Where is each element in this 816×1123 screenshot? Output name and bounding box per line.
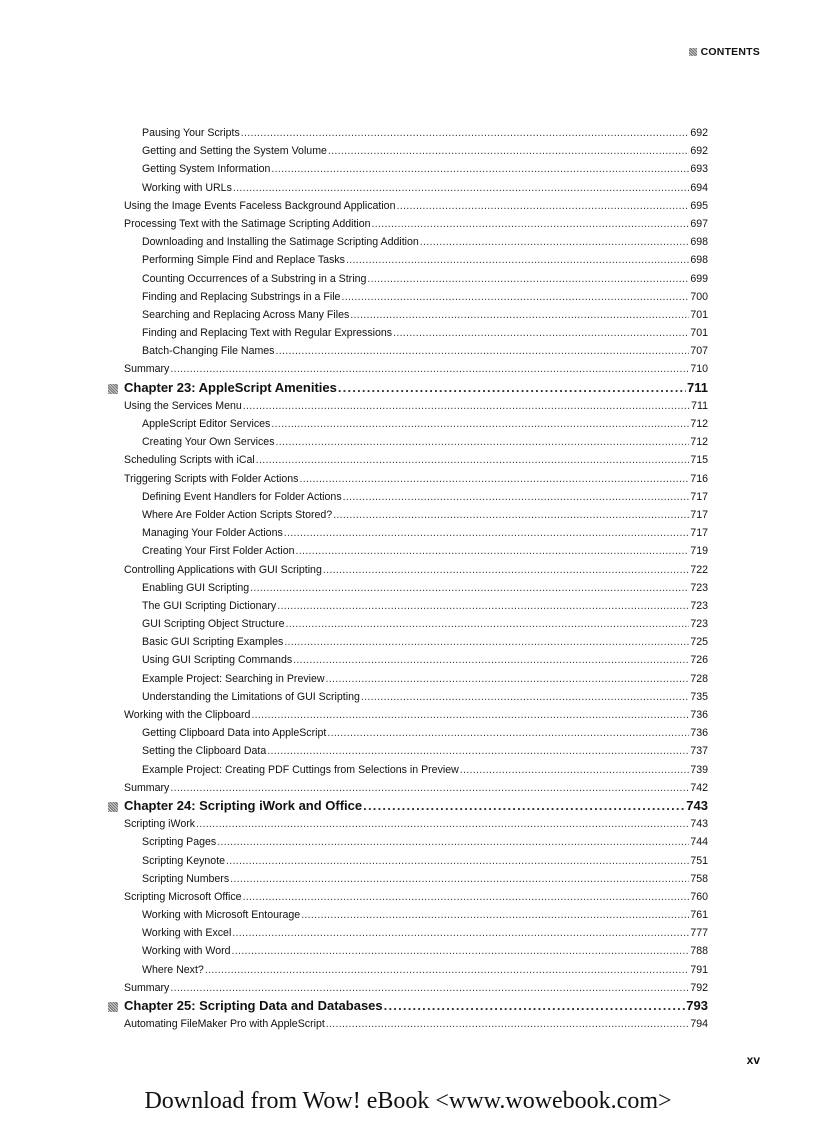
toc-entry[interactable] [124, 342, 708, 360]
entry-page-number: 736 [690, 727, 708, 740]
toc-entry[interactable] [124, 942, 708, 960]
entry-page-number: 711 [691, 399, 708, 412]
entry-page-number: 717 [690, 508, 708, 521]
entry-page-number: 761 [690, 909, 708, 922]
toc-entry[interactable] [124, 524, 708, 542]
dot-leader [170, 979, 689, 997]
entry-page-number: 693 [690, 163, 708, 176]
dot-leader [367, 270, 689, 288]
chapter-square-icon [108, 384, 118, 394]
entry-title: Managing Your Folder Actions [142, 527, 283, 540]
toc-entry[interactable] [124, 561, 708, 579]
entry-page-number: 701 [690, 308, 708, 321]
entry-title: Defining Event Handlers for Folder Actions [142, 490, 342, 503]
toc-entry[interactable] [124, 888, 708, 906]
dot-leader [460, 761, 690, 779]
entry-title: Triggering Scripts with Folder Actions [124, 472, 299, 485]
dot-leader [328, 142, 689, 160]
toc-entry[interactable] [124, 724, 708, 742]
entry-page-number: 710 [690, 363, 708, 376]
entry-title: Creating Your Own Services [142, 436, 275, 449]
dot-leader [384, 997, 686, 1015]
entry-page-number: 791 [690, 963, 708, 976]
dot-leader [205, 961, 689, 979]
dot-leader [299, 470, 689, 488]
entry-page-number: 723 [690, 618, 708, 631]
table-of-contents [124, 124, 708, 1033]
dot-leader [284, 524, 690, 542]
entry-page-number: 692 [690, 127, 708, 139]
entry-title: Setting the Clipboard Data [142, 745, 267, 758]
chapter-square-icon [108, 802, 118, 812]
entry-title: Pausing Your Scripts [142, 127, 240, 139]
toc-entry[interactable] [124, 706, 708, 724]
dot-leader [170, 779, 689, 797]
toc-entry[interactable] [124, 815, 708, 833]
entry-page-number: 744 [690, 836, 708, 849]
entry-page-number: 737 [690, 745, 708, 758]
entry-title: Scheduling Scripts with iCal [124, 454, 255, 467]
toc-entry[interactable] [124, 852, 708, 870]
entry-page-number: 792 [690, 981, 708, 994]
entry-page-number: 694 [690, 181, 708, 194]
dot-leader [232, 924, 689, 942]
entry-title: Enabling GUI Scripting [142, 581, 250, 594]
entry-page-number: 742 [690, 781, 708, 794]
entry-title: Controlling Applications with GUI Scripting [124, 563, 322, 576]
dot-leader [226, 852, 689, 870]
dot-leader [217, 833, 689, 851]
toc-entry[interactable] [124, 597, 708, 615]
dot-leader [301, 906, 689, 924]
chapter-entry[interactable] [124, 379, 708, 397]
entry-page-number: 712 [690, 436, 708, 449]
toc-entry[interactable] [124, 360, 708, 378]
toc-entry[interactable] [124, 270, 708, 288]
header-title: CONTENTS [700, 46, 760, 58]
entry-title: AppleScript Editor Services [142, 418, 271, 430]
dot-leader [350, 306, 689, 324]
entry-page-number: 719 [690, 545, 708, 558]
entry-page-number: 715 [690, 454, 708, 467]
toc-entry[interactable] [124, 670, 708, 688]
entry-page-number: 717 [690, 490, 708, 503]
toc-entry[interactable] [124, 615, 708, 633]
entry-page-number: 723 [690, 581, 708, 594]
dot-leader [333, 506, 689, 524]
entry-title: Working with the Clipboard [124, 709, 251, 721]
entry-page-number: 697 [690, 217, 708, 230]
entry-page-number: 788 [690, 945, 708, 958]
toc-entry[interactable] [124, 233, 708, 251]
toc-entry[interactable] [124, 215, 708, 233]
entry-title: Getting System Information [142, 163, 271, 176]
entry-page-number: 698 [690, 236, 708, 249]
toc-entry[interactable] [124, 688, 708, 706]
entry-title: Automating FileMaker Pro with AppleScript [124, 1018, 325, 1031]
running-header [689, 46, 760, 58]
dot-leader [338, 379, 686, 397]
toc-entry[interactable] [124, 779, 708, 797]
toc-entry[interactable] [124, 633, 708, 651]
entry-page-number: 692 [690, 145, 708, 158]
toc-entry[interactable] [124, 761, 708, 779]
dot-leader [250, 579, 689, 597]
entry-page-number: 712 [690, 418, 708, 430]
header-square-icon [689, 48, 697, 56]
dot-leader [276, 433, 690, 451]
dot-leader [271, 160, 689, 178]
entry-title: Downloading and Installing the Satimage Scripting Addition [142, 236, 419, 249]
toc-entry[interactable] [124, 579, 708, 597]
entry-title: Working with Word [142, 945, 231, 958]
entry-title: Scripting Numbers [142, 872, 230, 885]
entry-page-number: 743 [686, 797, 708, 813]
entry-title: Scripting Keynote [142, 854, 226, 867]
toc-entry[interactable] [124, 906, 708, 924]
dot-leader [361, 688, 689, 706]
entry-title: Where Are Folder Action Scripts Stored? [142, 508, 333, 521]
entry-page-number: 793 [686, 998, 708, 1013]
dot-leader [196, 815, 689, 833]
dot-leader [341, 288, 689, 306]
toc-entry[interactable] [124, 1015, 708, 1033]
toc-entry[interactable] [124, 833, 708, 851]
entry-title: Working with Microsoft Entourage [142, 909, 301, 922]
entry-page-number: 707 [690, 345, 708, 358]
toc-entry[interactable] [124, 197, 708, 215]
entry-title: Getting Clipboard Data into AppleScript [142, 727, 327, 740]
entry-page-number: 760 [690, 890, 708, 903]
entry-title: Batch-Changing File Names [142, 345, 275, 358]
dot-leader [363, 797, 685, 815]
dot-leader [326, 1015, 690, 1033]
chapter-square-icon [108, 1002, 118, 1012]
download-footer: Download from Wow! eBook <www.wowebook.com> [144, 1088, 672, 1114]
entry-title: Where Next? [142, 963, 204, 976]
toc-entry[interactable] [124, 742, 708, 760]
chapter-entry[interactable] [124, 797, 708, 815]
entry-page-number: 743 [690, 818, 708, 831]
entry-page-number: 728 [690, 672, 708, 685]
entry-title: Example Project: Searching in Preview [142, 672, 325, 685]
page-number: xv [746, 1053, 760, 1067]
entry-page-number: 739 [690, 763, 708, 776]
toc-entry[interactable] [124, 124, 708, 142]
entry-page-number: 751 [690, 854, 708, 867]
dot-leader [420, 233, 690, 251]
dot-leader [251, 706, 689, 724]
toc-entry[interactable] [124, 160, 708, 178]
toc-entry[interactable] [124, 324, 708, 342]
entry-page-number: 726 [690, 654, 708, 667]
dot-leader [326, 670, 690, 688]
toc-entry[interactable] [124, 506, 708, 524]
entry-page-number: 777 [690, 927, 708, 940]
toc-entry[interactable] [124, 470, 708, 488]
dot-leader [275, 342, 689, 360]
dot-leader [285, 615, 689, 633]
dot-leader [232, 942, 690, 960]
entry-title: Scripting Microsoft Office [124, 890, 242, 903]
entry-title: Processing Text with the Satimage Scripting Addition [124, 217, 371, 230]
entry-title: Summary [124, 363, 170, 376]
entry-title: Chapter 23: AppleScript Amenities [124, 379, 337, 395]
dot-leader [393, 324, 689, 342]
toc-entry[interactable] [124, 415, 708, 433]
entry-title: Summary [124, 781, 170, 794]
dot-leader [271, 415, 689, 433]
toc-entry[interactable] [124, 870, 708, 888]
dot-leader [277, 597, 689, 615]
toc-entry[interactable] [124, 142, 708, 160]
entry-title: Basic GUI Scripting Examples [142, 636, 284, 649]
entry-title: Chapter 24: Scripting iWork and Office [124, 797, 363, 813]
dot-leader [343, 488, 690, 506]
toc-entry[interactable] [124, 651, 708, 669]
entry-page-number: 698 [690, 254, 708, 267]
dot-leader [267, 742, 689, 760]
chapter-entry[interactable] [124, 997, 708, 1015]
entry-title: Summary [124, 981, 170, 994]
entry-title: Scripting iWork [124, 818, 196, 831]
entry-title: GUI Scripting Object Structure [142, 618, 285, 631]
entry-title: Using the Image Events Faceless Background Application [124, 199, 396, 212]
dot-leader [296, 542, 690, 560]
entry-title: Getting and Setting the System Volume [142, 145, 327, 158]
entry-title: Scripting Pages [142, 836, 217, 849]
entry-title: Understanding the Limitations of GUI Scripting [142, 690, 360, 703]
dot-leader [243, 888, 690, 906]
dot-leader [284, 633, 689, 651]
entry-page-number: 794 [690, 1018, 708, 1031]
entry-title: Working with Excel [142, 927, 232, 940]
entry-page-number: 711 [687, 379, 708, 395]
entry-title: Creating Your First Folder Action [142, 545, 295, 558]
entry-title: Example Project: Creating PDF Cuttings from Selections in Preview [142, 763, 459, 776]
dot-leader [233, 179, 689, 197]
entry-title: The GUI Scripting Dictionary [142, 599, 277, 612]
toc-entry[interactable] [124, 288, 708, 306]
toc-entry[interactable] [124, 961, 708, 979]
dot-leader [241, 124, 690, 142]
entry-title: Counting Occurrences of a Substring in a String [142, 272, 367, 285]
toc-entry[interactable] [124, 251, 708, 269]
toc-entry[interactable] [124, 542, 708, 560]
dot-leader [170, 360, 689, 378]
entry-title: Chapter 25: Scripting Data and Databases [124, 998, 383, 1013]
dot-leader [327, 724, 689, 742]
entry-page-number: 699 [690, 272, 708, 285]
entry-page-number: 722 [690, 563, 708, 576]
entry-title: Searching and Replacing Across Many Files [142, 308, 350, 321]
toc-entry[interactable] [124, 179, 708, 197]
toc-entry[interactable] [124, 451, 708, 469]
entry-title: Using GUI Scripting Commands [142, 654, 293, 667]
entry-page-number: 736 [690, 709, 708, 721]
entry-page-number: 735 [690, 690, 708, 703]
entry-title: Using the Services Menu [124, 399, 242, 412]
toc-entry[interactable] [124, 924, 708, 942]
toc-entry[interactable] [124, 397, 708, 415]
entry-title: Finding and Replacing Text with Regular Expressions [142, 327, 393, 340]
toc-entry[interactable] [124, 433, 708, 451]
toc-entry[interactable] [124, 979, 708, 997]
entry-page-number: 700 [690, 290, 708, 303]
entry-page-number: 723 [690, 599, 708, 612]
dot-leader [243, 397, 690, 415]
toc-entry[interactable] [124, 306, 708, 324]
dot-leader [230, 870, 689, 888]
entry-page-number: 717 [690, 527, 708, 540]
dot-leader [256, 451, 690, 469]
entry-title: Performing Simple Find and Replace Tasks [142, 254, 345, 267]
dot-leader [323, 561, 689, 579]
entry-page-number: 725 [690, 636, 708, 649]
dot-leader [293, 651, 689, 669]
entry-title: Finding and Replacing Substrings in a File [142, 290, 341, 303]
dot-leader [346, 251, 689, 269]
toc-entry[interactable] [124, 488, 708, 506]
entry-page-number: 695 [690, 199, 708, 212]
entry-page-number: 758 [690, 872, 708, 885]
dot-leader [372, 215, 690, 233]
entry-title: Working with URLs [142, 181, 232, 194]
dot-leader [396, 197, 689, 215]
entry-page-number: 701 [690, 327, 708, 340]
entry-page-number: 716 [690, 472, 708, 485]
